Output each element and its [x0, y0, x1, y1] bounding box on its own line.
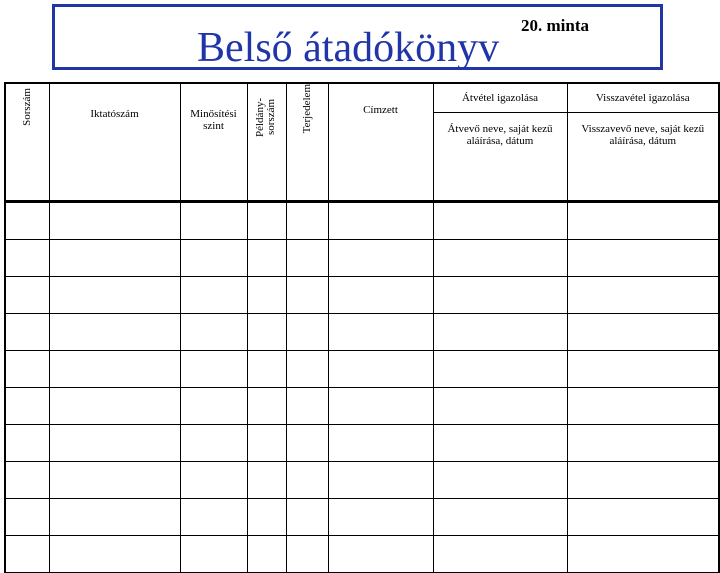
table-cell[interactable]: [49, 351, 180, 388]
table-cell[interactable]: [5, 536, 49, 573]
table-row: [5, 388, 719, 425]
table-cell[interactable]: [567, 462, 719, 499]
table-cell[interactable]: [433, 536, 567, 573]
table-cell[interactable]: [433, 240, 567, 277]
table-row: [5, 425, 719, 462]
table-cell[interactable]: [5, 351, 49, 388]
table-cell[interactable]: [286, 388, 328, 425]
table-cell[interactable]: [5, 462, 49, 499]
table-cell[interactable]: [286, 425, 328, 462]
page-title: Belső átadókönyv: [197, 25, 500, 71]
title-box: [52, 4, 663, 70]
table-cell[interactable]: [49, 388, 180, 425]
col-header-visszavetel-detail: Visszavevő neve, saját kezű aláírása, dátum: [567, 112, 719, 201]
table-cell[interactable]: [49, 536, 180, 573]
table-cell[interactable]: [328, 202, 433, 240]
table-cell[interactable]: [328, 536, 433, 573]
col-header-terjedelem: Terjedelem: [286, 83, 328, 202]
table-cell[interactable]: [180, 388, 247, 425]
table-cell[interactable]: [180, 462, 247, 499]
table-cell[interactable]: [286, 277, 328, 314]
table-cell[interactable]: [247, 388, 286, 425]
table-cell[interactable]: [286, 462, 328, 499]
table-cell[interactable]: [180, 499, 247, 536]
table-cell[interactable]: [567, 277, 719, 314]
col-header-atvetel-detail: Átvevő neve, saját kezű aláírása, dátum: [433, 112, 567, 201]
table-cell[interactable]: [286, 499, 328, 536]
col-header-visszavetel-group: Visszavétel igazolása: [567, 83, 719, 112]
table-cell[interactable]: [5, 240, 49, 277]
table-cell[interactable]: [180, 425, 247, 462]
table-cell[interactable]: [567, 314, 719, 351]
table-row: [5, 314, 719, 351]
table-cell[interactable]: [567, 351, 719, 388]
table-cell[interactable]: [5, 499, 49, 536]
table-cell[interactable]: [180, 314, 247, 351]
table-cell[interactable]: [286, 351, 328, 388]
table-cell[interactable]: [247, 499, 286, 536]
table-row: [5, 202, 719, 240]
table-cell[interactable]: [5, 388, 49, 425]
table-cell[interactable]: [567, 240, 719, 277]
table-cell[interactable]: [567, 202, 719, 240]
table-cell[interactable]: [433, 388, 567, 425]
table-row: [5, 499, 719, 536]
table-cell[interactable]: [49, 499, 180, 536]
table-cell[interactable]: [247, 277, 286, 314]
table-row: [5, 240, 719, 277]
table-cell[interactable]: [49, 425, 180, 462]
table-cell[interactable]: [328, 314, 433, 351]
table-cell[interactable]: [49, 462, 180, 499]
table-row: [5, 462, 719, 499]
table-cell[interactable]: [49, 314, 180, 351]
col-header-sorszam: Sorszám: [5, 83, 49, 202]
table-cell[interactable]: [328, 462, 433, 499]
table-cell[interactable]: [49, 277, 180, 314]
col-header-minositesi-szint: Minősítési szint: [180, 83, 247, 202]
table-cell[interactable]: [328, 388, 433, 425]
table-cell[interactable]: [567, 499, 719, 536]
table-cell[interactable]: [5, 314, 49, 351]
table-cell[interactable]: [247, 240, 286, 277]
table-cell[interactable]: [328, 425, 433, 462]
table-cell[interactable]: [433, 314, 567, 351]
table-cell[interactable]: [247, 425, 286, 462]
table-cell[interactable]: [328, 351, 433, 388]
table-cell[interactable]: [433, 462, 567, 499]
table-cell[interactable]: [286, 536, 328, 573]
table-cell[interactable]: [567, 536, 719, 573]
handover-log-table: [4, 82, 720, 573]
table-cell[interactable]: [328, 277, 433, 314]
table-cell[interactable]: [247, 314, 286, 351]
table-cell[interactable]: [5, 277, 49, 314]
col-header-peldanysorszam: Példány-sorszám: [247, 83, 286, 202]
table-cell[interactable]: [567, 388, 719, 425]
table-row: [5, 277, 719, 314]
col-header-cimzett: Címzett: [328, 83, 433, 202]
table-cell[interactable]: [286, 240, 328, 277]
table-cell[interactable]: [5, 202, 49, 240]
table-cell[interactable]: [180, 536, 247, 573]
table-cell[interactable]: [49, 202, 180, 240]
col-header-atvetel-group: Átvétel igazolása: [433, 83, 567, 112]
table-row: [5, 536, 719, 573]
table-cell[interactable]: [247, 536, 286, 573]
table-cell[interactable]: [567, 425, 719, 462]
table-cell[interactable]: [328, 499, 433, 536]
table-cell[interactable]: [247, 351, 286, 388]
table-cell[interactable]: [433, 277, 567, 314]
table-cell[interactable]: [180, 202, 247, 240]
table-cell[interactable]: [433, 425, 567, 462]
table-cell[interactable]: [180, 277, 247, 314]
table-cell[interactable]: [286, 314, 328, 351]
table-row: [5, 351, 719, 388]
table-cell[interactable]: [247, 462, 286, 499]
col-header-iktatoszam: Iktatószám: [49, 83, 180, 202]
table-cell[interactable]: [286, 202, 328, 240]
table-cell[interactable]: [433, 202, 567, 240]
table-cell[interactable]: [180, 351, 247, 388]
table-cell[interactable]: [49, 240, 180, 277]
table-cell[interactable]: [5, 425, 49, 462]
table-cell[interactable]: [433, 499, 567, 536]
sample-number: 20. minta: [521, 16, 589, 35]
table-cell[interactable]: [247, 202, 286, 240]
table-cell[interactable]: [328, 240, 433, 277]
table-cell[interactable]: [433, 351, 567, 388]
table-cell[interactable]: [180, 240, 247, 277]
